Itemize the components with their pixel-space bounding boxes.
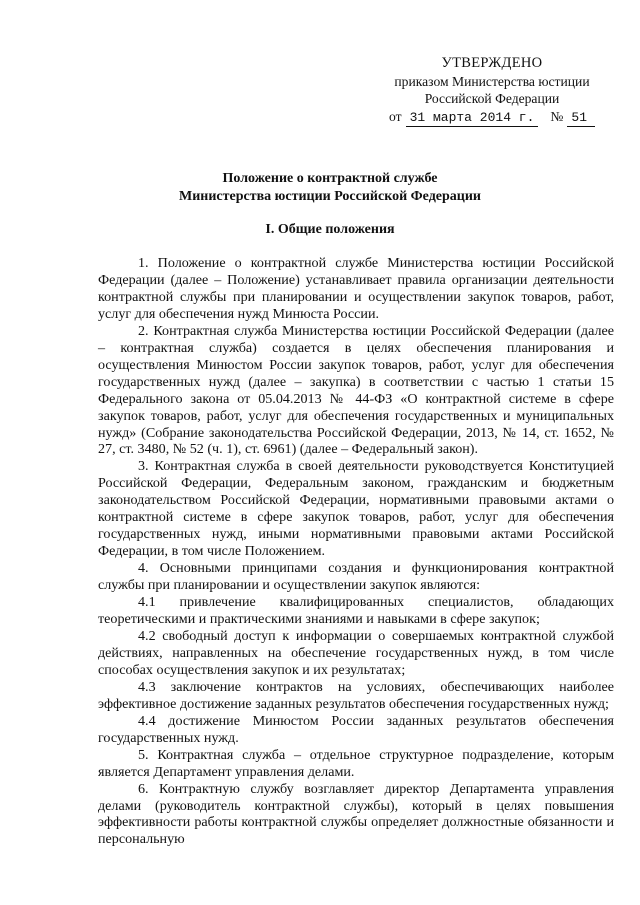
approval-date-line xyxy=(389,108,592,127)
paragraph-5: 5. Контрактная служба – отдельное структурное подразделение, которым является Департамент управления делами. xyxy=(98,746,614,780)
paragraph-3: 3. Контрактная служба в своей деятельности руководствуется Конституцией Российской Федерации, Федеральным законом, гражданским и бюджетным законодательством Российской Федерации, нормативными правовыми актами о контрактной системе в сфере закупок товаров, работ, услуг для обеспечения государственных нужд, иными нормативными правовыми актами Российской Федерации, в том числе Положением. xyxy=(98,458,614,560)
paragraph-4: 4. Основными принципами создания и функционирования контрактной службы при планировании и осуществлении закупок являются: xyxy=(98,560,614,594)
document-body xyxy=(98,255,614,848)
paragraph-4-1: 4.1 привлечение квалифицированных специалистов, обладающих теоретическими и практическими знаниями и навыками в сфере закупок; xyxy=(98,594,614,628)
document-title-line-1: Положение о контрактной службе xyxy=(222,171,438,186)
paragraph-4-2: 4.2 свободный доступ к информации о совершаемых контрактной службой действиях, направленных на обеспечение государственных нужд, в том числе способах осуществления закупок и их результатах; xyxy=(98,627,614,678)
document-title-line-2: Министерства юстиции Российской Федерации xyxy=(179,189,481,204)
section-heading: I. Общие положения xyxy=(265,222,395,237)
number-prefix: № xyxy=(550,109,564,124)
paragraph-6: 6. Контрактную службу возглавляет директор Департамента управления делами (руководитель контрактной службы), который в целях повышения эффективности работы контрактной службы определяет должностные обязанности и персональную xyxy=(98,780,614,848)
paragraph-4-3: 4.3 заключение контрактов на условиях, обеспечивающих наиболее эффективное достижение заданных результатов обеспечения государственных нужд; xyxy=(98,678,614,712)
approval-line-country: Российской Федерации xyxy=(424,91,560,106)
paragraph-1: 1. Положение о контрактной службе Министерства юстиции Российской Федерации (далее – Положение) устанавливает правила организации деятельности контрактной службы при планировании и осуществлении закупок товаров, работ, услуг для обеспечения нужд Минюста России. xyxy=(98,255,614,322)
approval-line-ministry: приказом Министерства юстиции xyxy=(394,74,590,89)
paragraph-4-4: 4.4 достижение Минюстом России заданных результатов обеспечения государственных нужд. xyxy=(98,712,614,746)
date-prefix: от xyxy=(389,109,402,124)
approval-stamp: УТВЕРЖДЕНО xyxy=(441,55,543,71)
approval-number: 51 xyxy=(567,109,595,127)
approval-date: 31 марта 2014 г. xyxy=(406,109,539,127)
document-title xyxy=(60,170,600,206)
approval-block xyxy=(389,55,592,127)
paragraph-2: 2. Контрактная служба Министерства юстиции Российской Федерации (далее – контрактная служба) создается в целях обеспечения планирования и осуществления Минюстом России закупок товаров, работ, услуг для обеспечения государственных нужд (далее – закупка) в соответствии с частью 1 статьи 15 Федерального закона от 05.04.2013 № 44-ФЗ «О контрактной системе в сфере закупок товаров, работ, услуг для обеспечения государственных и муниципальных нужд» (Собрание законодательства Российской Федерации, 2013, № 14, ст. 1652, № 27, ст. 3480, № 52 (ч. 1), ст. 6961) (далее – Федеральный закон). xyxy=(98,322,614,458)
